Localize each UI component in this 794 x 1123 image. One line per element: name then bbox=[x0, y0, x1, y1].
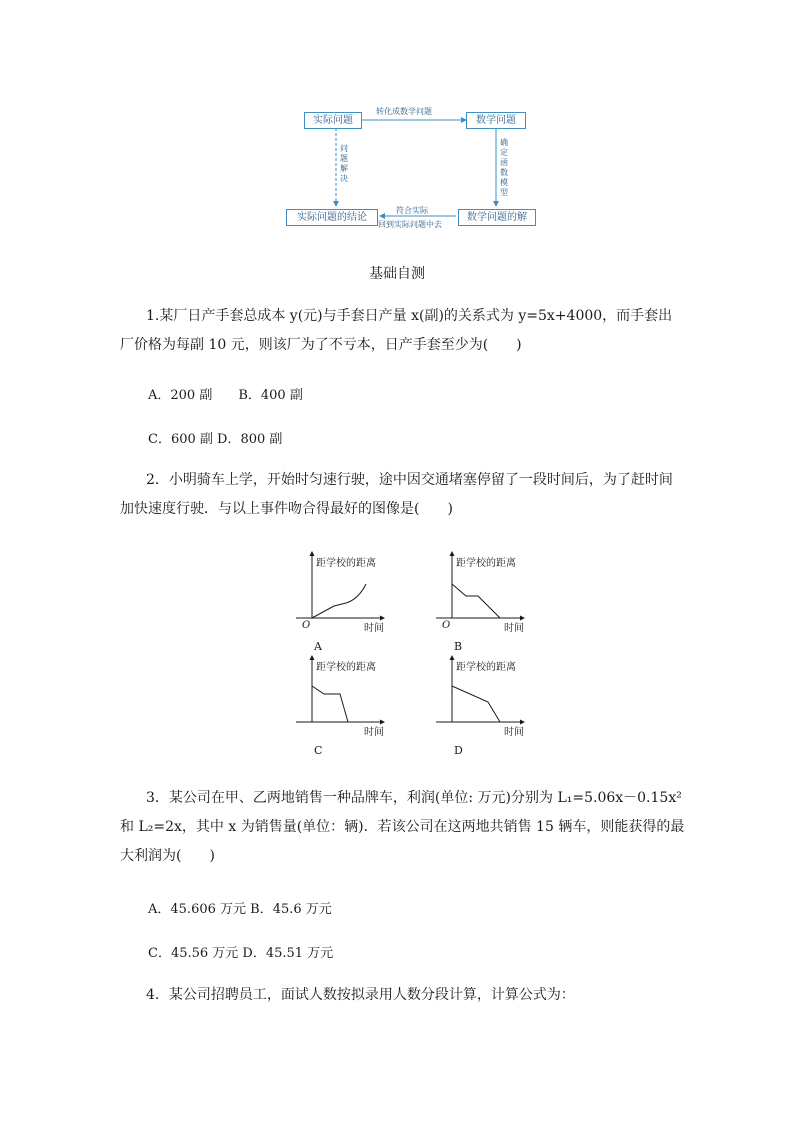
box-math-problem: 数学问题 bbox=[466, 112, 526, 129]
q2-stem-line1: 2．小明骑车上学，开始时匀速行驶，途中因交通堵塞停留了一段时间后，为了赶时间 bbox=[146, 472, 673, 488]
graph-a bbox=[296, 552, 384, 653]
graph-c-curve bbox=[312, 686, 348, 722]
graph-b-xlabel: 时间 bbox=[504, 623, 524, 634]
graph-a-xlabel: 时间 bbox=[364, 623, 384, 634]
graph-a-curve bbox=[312, 584, 366, 618]
q1-stem-line1: 1.某厂日产手套总成本 y(元)与手套日产量 x(副)的关系式为 y=5x+4000，而手套出 bbox=[146, 308, 673, 324]
graph-b-curve bbox=[452, 584, 500, 618]
graph-b bbox=[436, 552, 524, 653]
graph-a-label: A bbox=[314, 640, 322, 653]
q2-graphs bbox=[280, 548, 540, 758]
box-practical-problem: 实际问题 bbox=[304, 112, 362, 129]
box-math-solution: 数学问题的解 bbox=[458, 209, 536, 226]
graph-a-ylabel: 距学校的距离 bbox=[316, 558, 376, 569]
box-practical-conclusion: 实际问题的结论 bbox=[286, 209, 378, 226]
flowchart bbox=[280, 100, 540, 235]
graph-b-origin: O bbox=[442, 620, 451, 631]
q2-stem-line2: 加快速度行驶．与以上事件吻合得最好的图像是( ) bbox=[120, 501, 453, 517]
q4-stem-line1: 4．某公司招聘员工，面试人数按拟录用人数分段计算，计算公式为： bbox=[146, 987, 575, 1003]
graph-b-label: B bbox=[454, 640, 463, 653]
q3-options-line2: C．45.56 万元 D．45.51 万元 bbox=[148, 946, 334, 961]
label-arrow-right: 确定函数模型 bbox=[500, 138, 508, 197]
graph-d-label: D bbox=[454, 744, 463, 757]
label-arrow-top: 转化成数学问题 bbox=[376, 107, 432, 116]
q3-stem-line1: 3．某公司在甲、乙两地销售一种品牌车，利润(单位: 万元)分别为 L₁=5.06x－0.15x² bbox=[146, 790, 682, 806]
graph-c-xlabel: 时间 bbox=[364, 727, 384, 738]
label-arrow-left-2: 回到实际问题中去 bbox=[378, 220, 442, 229]
graph-d-xlabel: 时间 bbox=[504, 727, 524, 738]
q2-graphs-svg bbox=[280, 548, 540, 758]
section-title: 基础自测 bbox=[369, 266, 425, 282]
q3-stem-line2: 和 L₂=2x，其中 x 为销售量(单位：辆)．若该公司在这两地共销售 15 辆车，则能获得的最 bbox=[120, 819, 685, 835]
q3-stem-line3: 大利润为( ) bbox=[120, 848, 215, 864]
q1-stem-line2: 厂价格为每副 10 元，则该厂为了不亏本，日产手套至少为( ) bbox=[120, 337, 522, 353]
graph-c-ylabel: 距学校的距离 bbox=[316, 662, 376, 673]
label-arrow-left-1: 符合实际 bbox=[396, 206, 428, 215]
label-arrow-dashed: 问题解决 bbox=[340, 144, 348, 183]
graph-b-ylabel: 距学校的距离 bbox=[456, 558, 516, 569]
graph-c-label: C bbox=[314, 744, 323, 757]
graph-d bbox=[436, 656, 524, 757]
graph-a-origin: O bbox=[302, 620, 311, 631]
graph-d-curve bbox=[452, 686, 500, 722]
graph-c bbox=[296, 656, 384, 757]
q1-options-line2: C．600 副 D．800 副 bbox=[148, 432, 283, 447]
graph-d-ylabel: 距学校的距离 bbox=[456, 662, 516, 673]
q1-options-line1: A．200 副 B．400 副 bbox=[148, 388, 303, 403]
q3-options-line1: A．45.606 万元 B．45.6 万元 bbox=[148, 902, 332, 917]
